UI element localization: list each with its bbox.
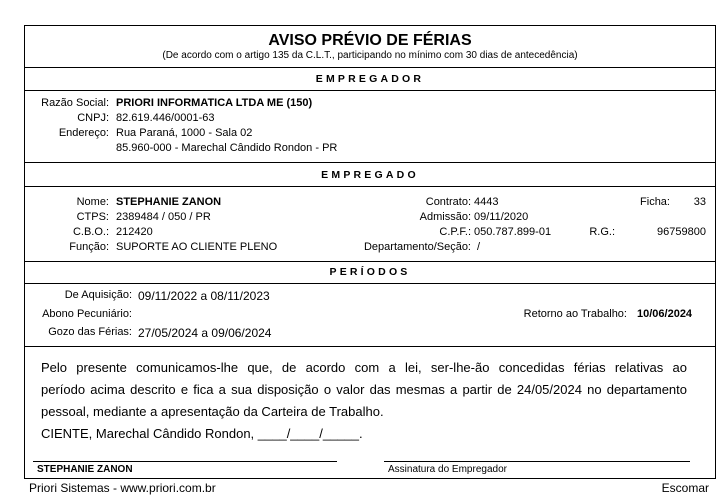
divider [25, 67, 715, 68]
divider [25, 186, 715, 187]
cpf-value: 050.787.899-01 [474, 226, 552, 238]
employer-signature-line [384, 461, 690, 462]
retorno-label: Retorno ao Trabalho: [523, 308, 627, 320]
retorno-value: 10/06/2024 [637, 308, 693, 320]
nome-value: STEPHANIE ZANON [116, 196, 222, 208]
cbo-value: 212420 [116, 226, 153, 238]
notice-line-1: Pelo presente comunicamos-lhe que, de acordo com a lei, ser-lhe-ão concedidas férias relativas ao [41, 360, 687, 375]
divider [25, 90, 715, 91]
notice-line-4: CIENTE, Marechal Cândido Rondon, ____/____/_____. [41, 426, 363, 441]
footer-right-text: Escomar [661, 481, 709, 495]
nome-label: Nome: [76, 196, 109, 208]
vacation-notice-document [24, 25, 716, 479]
razao-social-value: PRIORI INFORMATICA LTDA ME (150) [116, 97, 313, 109]
document-subtitle: (De acordo com o artigo 135 da C.L.T., participando no mínimo com 30 dias de antecedência) [162, 50, 578, 61]
admissao-value: 09/11/2020 [474, 211, 529, 223]
ficha-value: 33 [693, 196, 706, 208]
section-title-employer: EMPREGADOR [315, 73, 425, 85]
funcao-value: SUPORTE AO CLIENTE PLENO [116, 241, 278, 253]
contrato-label: Contrato: [425, 196, 471, 208]
cnpj-label: CNPJ: [77, 112, 109, 124]
section-title-employee: EMPREGADO [321, 169, 419, 181]
employee-signature-line [33, 461, 337, 462]
admissao-label: Admissão: [419, 211, 471, 223]
gozo-label: Gozo das Férias: [48, 326, 132, 338]
funcao-label: Função: [69, 241, 109, 253]
cbo-label: C.B.O.: [72, 226, 109, 238]
section-title-periods: PERÍODOS [329, 266, 411, 278]
abono-label: Abono Pecuniário: [42, 308, 132, 320]
aquisicao-label: De Aquisição: [64, 289, 132, 301]
notice-line-3: pessoal, mediante a apresentação da Carteira de Trabalho. [41, 404, 384, 419]
rg-value: 96759800 [657, 226, 706, 238]
notice-line-2: período acima descrito e fica a sua disposição o valor das mesmas a partir de 24/05/2024 no departamento [41, 382, 687, 397]
footer-company: Priori Sistemas - www.priori.com.br [29, 481, 216, 495]
endereco-label: Endereço: [58, 127, 109, 139]
divider [25, 283, 715, 284]
rg-label: R.G.: [589, 226, 615, 238]
cidade-value: 85.960-000 - Marechal Cândido Rondon - PR [116, 142, 338, 154]
gozo-value: 27/05/2024 a 09/06/2024 [138, 326, 272, 340]
ctps-label: CTPS: [76, 211, 109, 223]
employee-signature-name: STEPHANIE ZANON [37, 464, 133, 475]
ficha-label: Ficha: [640, 196, 670, 208]
endereco-value: Rua Paraná, 1000 - Sala 02 [116, 127, 253, 139]
divider [25, 261, 715, 262]
aquisicao-value: 09/11/2022 a 08/11/2023 [138, 289, 270, 303]
document-title: AVISO PRÉVIO DE FÉRIAS [268, 32, 472, 49]
divider [25, 346, 715, 347]
notice-paragraph [41, 357, 687, 445]
cnpj-value: 82.619.446/0001-63 [116, 112, 215, 124]
razao-social-label: Razão Social: [41, 97, 109, 109]
departamento-value: / [477, 241, 481, 253]
departamento-label: Departamento/Seção: [363, 241, 471, 253]
ctps-value: 2389484 / 050 / PR [116, 211, 211, 223]
contrato-value: 4443 [474, 196, 499, 208]
employer-signature-label: Assinatura do Empregador [388, 464, 507, 475]
divider [25, 162, 715, 163]
cpf-label: C.P.F.: [439, 226, 471, 238]
